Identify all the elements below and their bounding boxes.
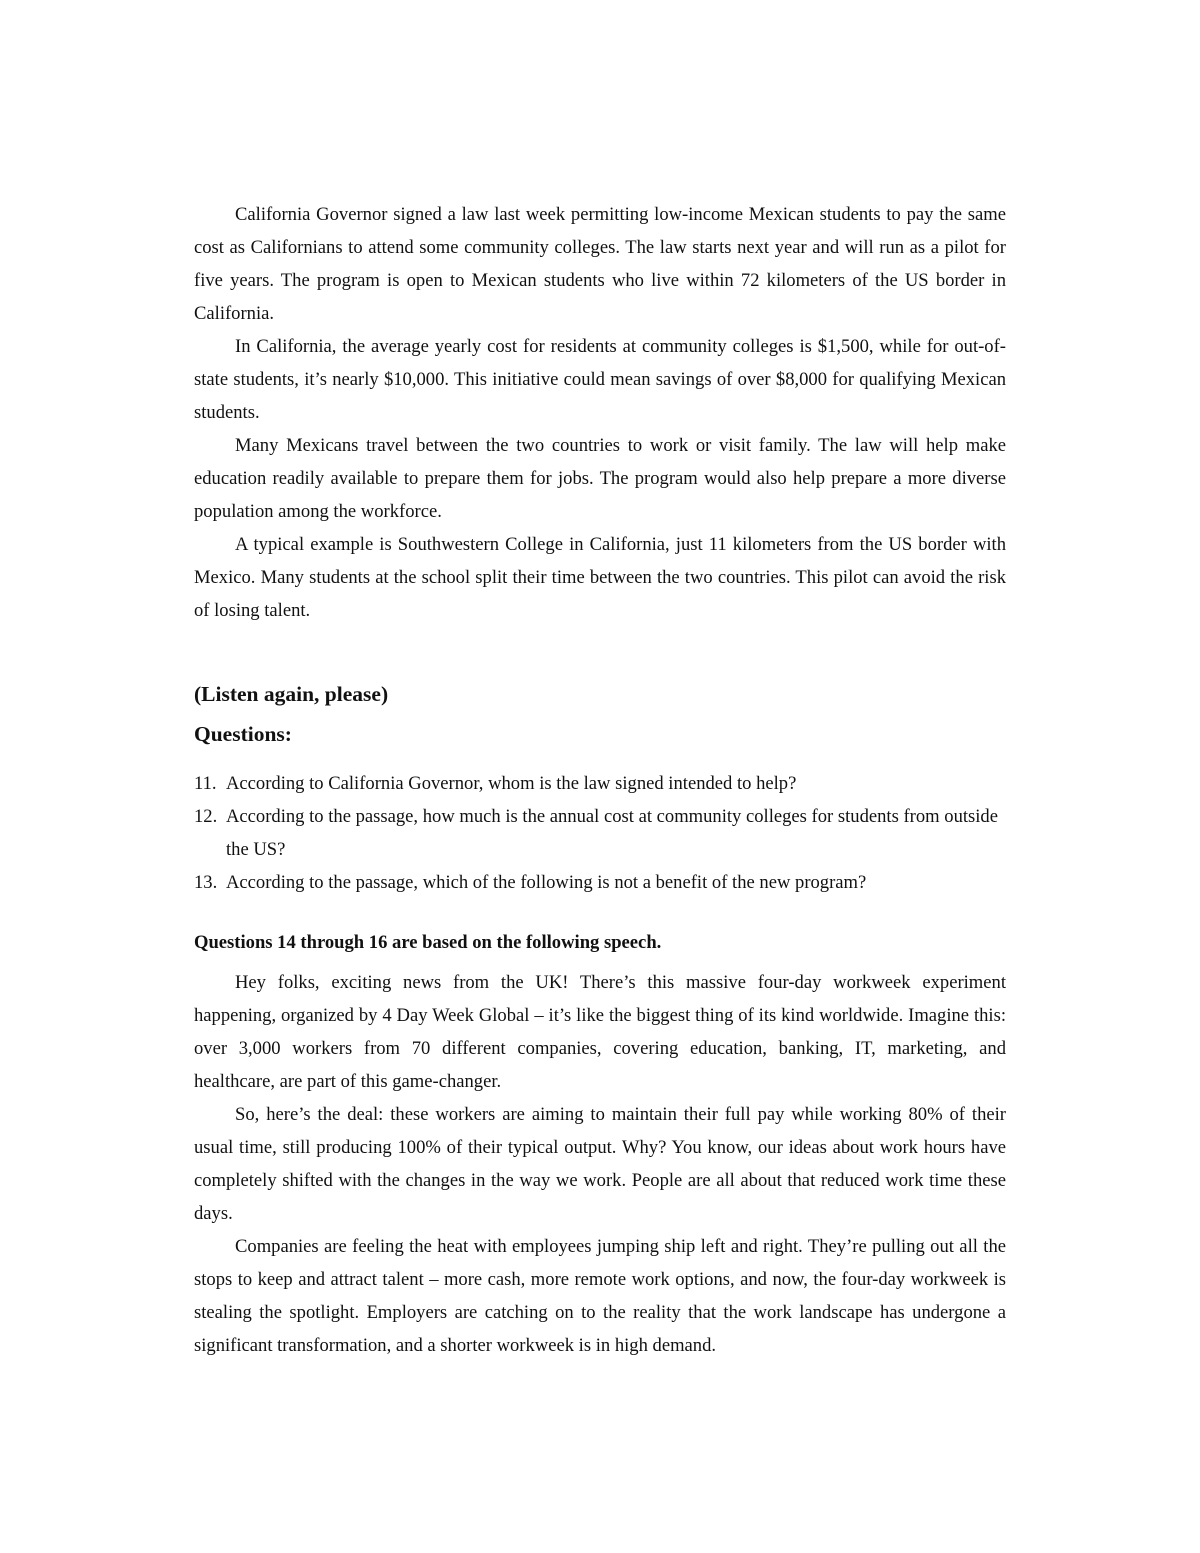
speech-paragraph: So, here’s the deal: these workers are aiming to maintain their full pay while working 80% of their usual time, still producing 100% of their typical output. Why? You know, our ideas about work hours have completely shifted with the changes in the way we work. People are all about that reduced work time these days. — [194, 1104, 1006, 1224]
passage-california-law — [194, 198, 1006, 627]
question-item — [194, 866, 1006, 899]
listen-again-heading: (Listen again, please) — [194, 682, 389, 706]
question-text: According to the passage, how much is the annual cost at community colleges for students from outside the US? — [226, 806, 998, 860]
speech-paragraph: Hey folks, exciting news from the UK! There’s this massive four-day workweek experiment happening, organized by 4 Day Week Global – it’s like the biggest thing of its kind worldwide. Imagine this: over 3,000 workers from 70 different companies, covering education, banking, IT, marketing, and healthcare, are part of this game-changer. — [194, 972, 1006, 1092]
passage-paragraph: Many Mexicans travel between the two countries to work or visit family. The law will help make education readily available to prepare them for jobs. The program would also help prepare a more diverse population among the workforce. — [194, 435, 1006, 522]
section-title: Questions 14 through 16 are based on the following speech. — [194, 932, 662, 953]
question-list — [194, 767, 1006, 899]
question-number: 12. — [194, 806, 218, 827]
questions-heading: Questions: — [194, 722, 292, 746]
passage-four-day-workweek — [194, 966, 1006, 1362]
question-number: 11. — [194, 773, 217, 794]
speech-paragraph: Companies are feeling the heat with employees jumping ship left and right. They’re pulling out all the stops to keep and attract talent – more cash, more remote work options, and now, the four-day workweek is stealing the spotlight. Employers are catching on to the reality that the work landscape has undergone a significant transformation, and a shorter workweek is in high demand. — [194, 1236, 1006, 1356]
passage-paragraph: A typical example is Southwestern College in California, just 11 kilometers from the US border with Mexico. Many students at the school split their time between the two countries. This pilot can avoid the risk of losing talent. — [194, 534, 1006, 621]
passage-paragraph: California Governor signed a law last week permitting low-income Mexican students to pay the same cost as Californians to attend some community colleges. The law starts next year and will run as a pilot for five years. The program is open to Mexican students who live within 72 kilometers of the US border in California. — [194, 204, 1006, 324]
question-number: 13. — [194, 872, 218, 893]
question-item — [194, 767, 1006, 800]
passage-paragraph: In California, the average yearly cost for residents at community colleges is $1,500, while for out-of-state students, it’s nearly $10,000. This initiative could mean savings of over $8,000 for qualifying Mexican students. — [194, 336, 1006, 423]
question-text: According to the passage, which of the following is not a benefit of the new program? — [226, 872, 867, 893]
document-page — [194, 198, 1006, 1362]
question-text: According to California Governor, whom is the law signed intended to help? — [226, 773, 797, 794]
question-item — [194, 800, 1006, 866]
